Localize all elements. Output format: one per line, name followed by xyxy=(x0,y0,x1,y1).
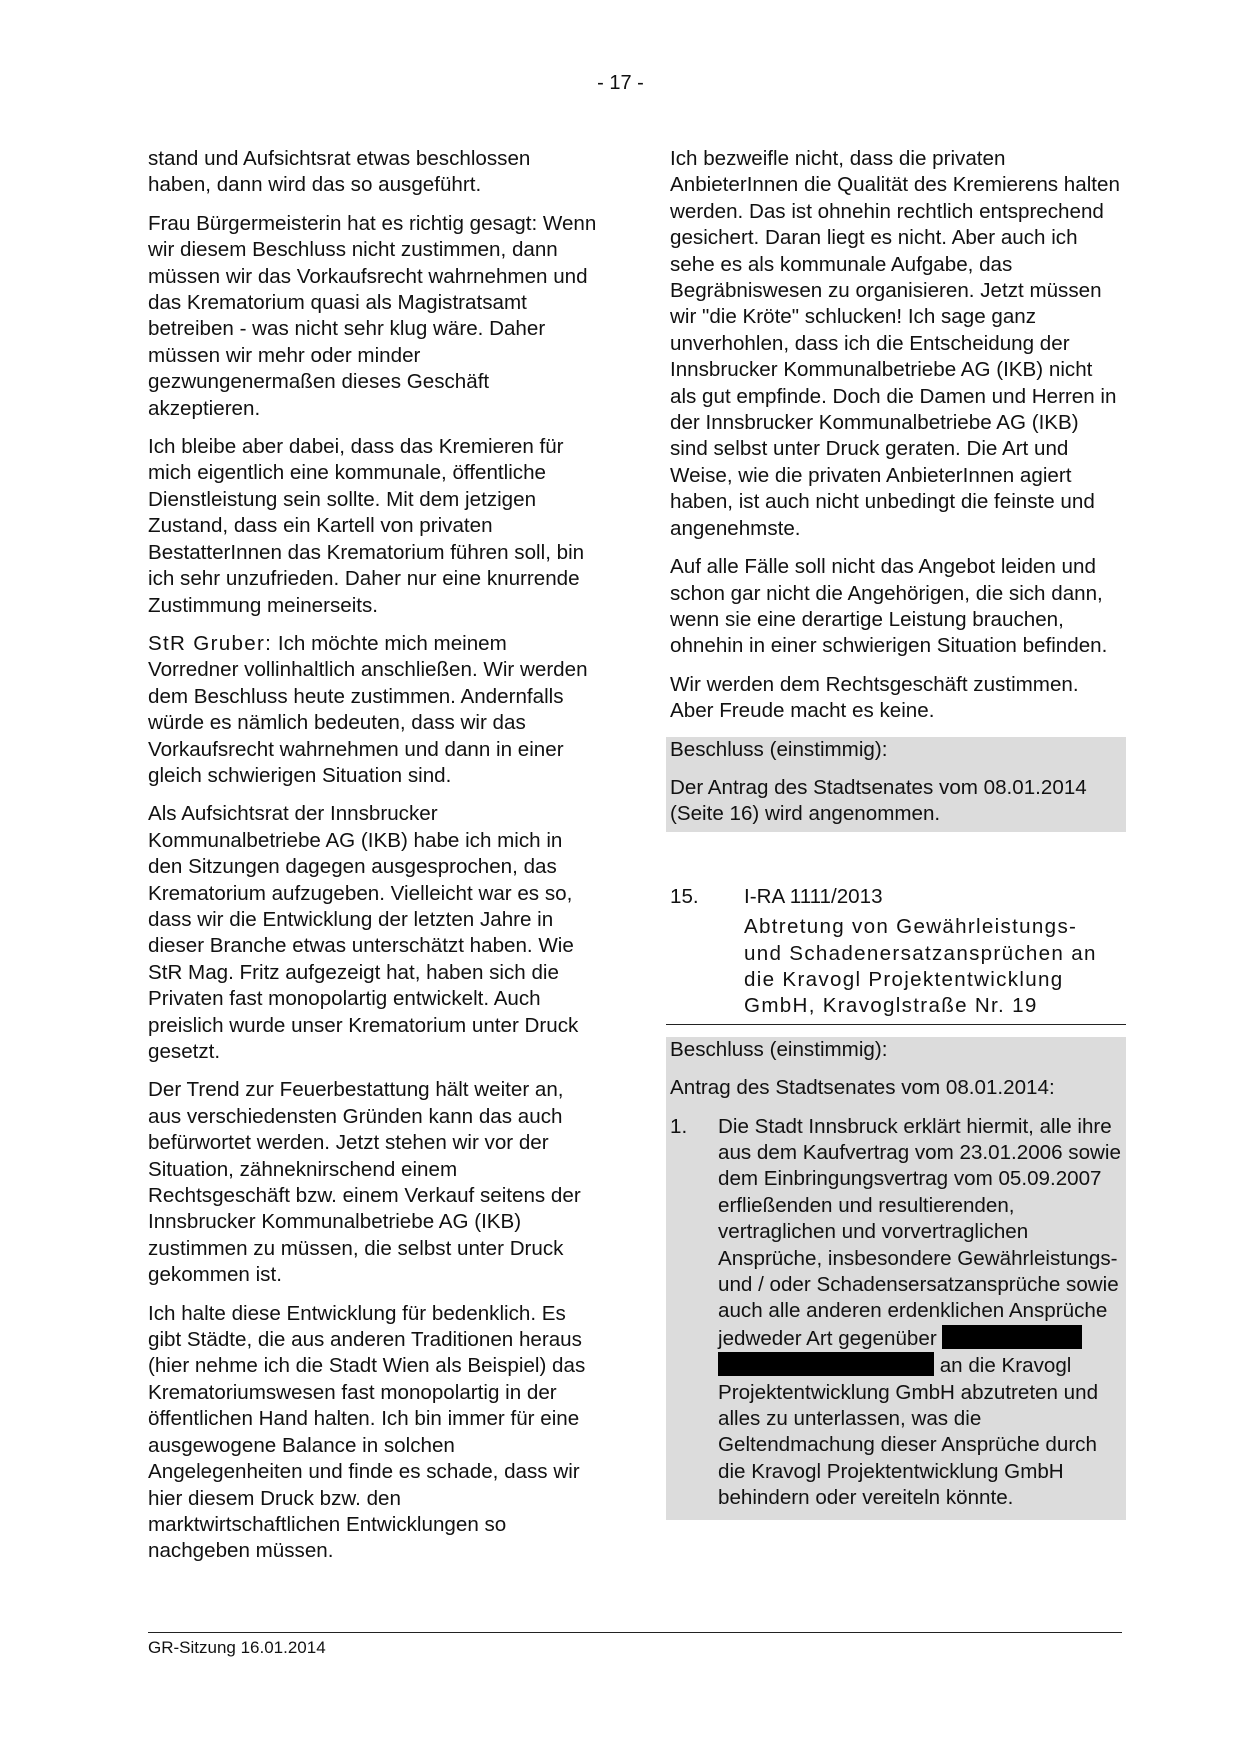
paragraph: Frau Bürgermeisterin hat es richtig gesagt: Wenn wir diesem Beschluss nicht zustimmen, dann müssen wir das Vorkaufsrecht wahrnehmen und das Krematorium quasi als Magistratsamt betreiben - was nicht sehr klug wäre. Daher müssen wir mehr oder minder gezwungenermaßen dieses Geschäft akzeptieren. xyxy=(148,211,597,420)
speaker-text: Ich möchte mich meinem Vorredner vollinhaltlich anschließen. Wir werden dem Beschluss heute zustimmen. Andernfalls würde es nämlich bedeuten, dass wir das Vorkaufsrecht wahrnehmen und dann in einer gleich schwierigen Situation sind. xyxy=(148,631,588,787)
paragraph: stand und Aufsichtsrat etwas beschlossen haben, dann wird das so ausgeführt. xyxy=(148,147,531,197)
left-column xyxy=(148,146,598,1577)
paragraph: Wir werden dem Rechtsgeschäft zustimmen. Aber Freude macht es keine. xyxy=(670,672,1079,723)
resolution-box xyxy=(666,1037,1126,1520)
list-text-part: Die Stadt Innsbruck erklärt hiermit, alle ihre aus dem Kaufvertrag vom 23.01.2006 sowie dem Einbringungsvertrag vom 05.09.2007 erfließenden und resultierenden, vertraglichen und vorvertraglichen Ansprüche, insbesondere Gewährleistungs- und / oder Schadensersatzansprüche sowie auch alle anderen erdenklichen Ansprüche jedweder Art gegenüber xyxy=(718,1114,1121,1350)
redaction-block xyxy=(718,1352,934,1376)
paragraph: Ich bezweifle nicht, dass die privaten AnbieterInnen die Qualität des Kremierens halten werden. Das ist ohnehin rechtlich entsprechend gesichert. Daran liegt es nicht. Aber auch ich sehe es als kommunale Aufgabe, das Begräbniswesen zu organisieren. Jetzt müssen wir "die Kröte" schlucken! Ich sage ganz unverhohlen, dass ich die Entscheidung der Innsbrucker Kommunalbetriebe AG (IKB) nicht als gut empfinde. Doch die Damen und Herren in der Innsbrucker Kommunalbetriebe AG (IKB) sind selbst unter Druck geraten. Die Art und Weise, wie die privaten AnbieterInnen agiert haben, ist auch nicht unbedingt die feinste und angenehmste. xyxy=(670,147,1120,540)
right-column xyxy=(670,146,1122,1520)
agenda-number: 15. xyxy=(670,884,699,908)
paragraph: Auf alle Fälle soll nicht das Angebot leiden und schon gar nicht die Angehörigen, die sich dann, wenn sie eine derartige Leistung brauchen, ohnehin in einer schwierigen Situation befinden. xyxy=(670,555,1108,658)
resolution-box xyxy=(666,737,1126,832)
resolution-text: Der Antrag des Stadtsenates vom 08.01.2014 (Seite 16) wird angenommen. xyxy=(670,775,1087,826)
agenda-reference: I-RA 1111/2013 xyxy=(744,884,883,908)
list-number: 1. xyxy=(670,1114,688,1138)
paragraph: Ich bleibe aber dabei, dass das Kremieren für mich eigentlich eine kommunale, öffentliche Dienstleistung sein sollte. Mit dem jetzigen Zustand, dass ein Kartell von privaten BestatterInnen das Krematorium führen soll, bin ich sehr unzufrieden. Daher nur eine knurrende Zustimmung meinerseits. xyxy=(148,435,585,617)
resolution-label: Beschluss (einstimmig): xyxy=(670,1037,888,1061)
list-text-part: an die Kravogl Projektentwicklung GmbH abzutreten und alles zu unterlassen, was die Geltendmachung dieser Ansprüche durch die Kravogl Projektentwicklung GmbH behindern oder vereiteln könnte. xyxy=(718,1354,1099,1510)
speaker-name: StR Gruber: xyxy=(148,631,273,655)
redaction-block xyxy=(942,1325,1082,1349)
paragraph: Ich halte diese Entwicklung für bedenklich. Es gibt Städte, die aus anderen Traditionen heraus (hier nehme ich die Stadt Wien als Beispiel) das Krematoriumswesen fast monopolartig in der öffentlichen Hand halten. Ich bin immer für eine ausgewogene Balance in solchen Angelegenheiten und finde es schade, dass wir hier diesem Druck bzw. den marktwirtschaftlichen Entwicklungen so nachgeben müssen. xyxy=(148,1301,586,1563)
page-number: - 17 - xyxy=(597,72,644,94)
agenda-title: Abtretung von Gewährleistungs- und Schadenersatzansprüchen an die Kravogl Projektentwicklung GmbH, Kravoglstraße Nr. 19 xyxy=(744,915,1097,1018)
list-text xyxy=(718,1114,1122,1512)
resolution-label: Beschluss (einstimmig): xyxy=(670,737,888,761)
list-item xyxy=(670,1114,1122,1512)
speaker-paragraph xyxy=(148,631,598,789)
paragraph: Als Aufsichtsrat der Innsbrucker Kommunalbetriebe AG (IKB) habe ich mich in den Sitzungen dagegen ausgesprochen, das Krematorium aufzugeben. Vielleicht war es so, dass wir die Entwicklung der letzten Jahre in dieser Branche etwas unterschätzt haben. Wie StR Mag. Fritz aufgezeigt hat, haben sich die Privaten fast monopolartig entwickelt. Auch preislich wurde unser Krematorium unter Druck gesetzt. xyxy=(148,802,579,1063)
paragraph: Der Trend zur Feuerbestattung hält weiter an, aus verschiedensten Gründen kann das auch befürwortet werden. Jetzt stehen wir vor der Situation, zähneknirschend einem Rechtsgeschäft bzw. einem Verkauf seitens der Innsbrucker Kommunalbetriebe AG (IKB) zustimmen zu müssen, die selbst unter Druck gekommen ist. xyxy=(148,1078,581,1287)
footer: GR-Sitzung 16.01.2014 xyxy=(148,1638,326,1657)
resolution-intro: Antrag des Stadtsenates vom 08.01.2014: xyxy=(670,1076,1055,1100)
footer-divider xyxy=(148,1632,1122,1633)
agenda-item xyxy=(670,884,1122,1025)
